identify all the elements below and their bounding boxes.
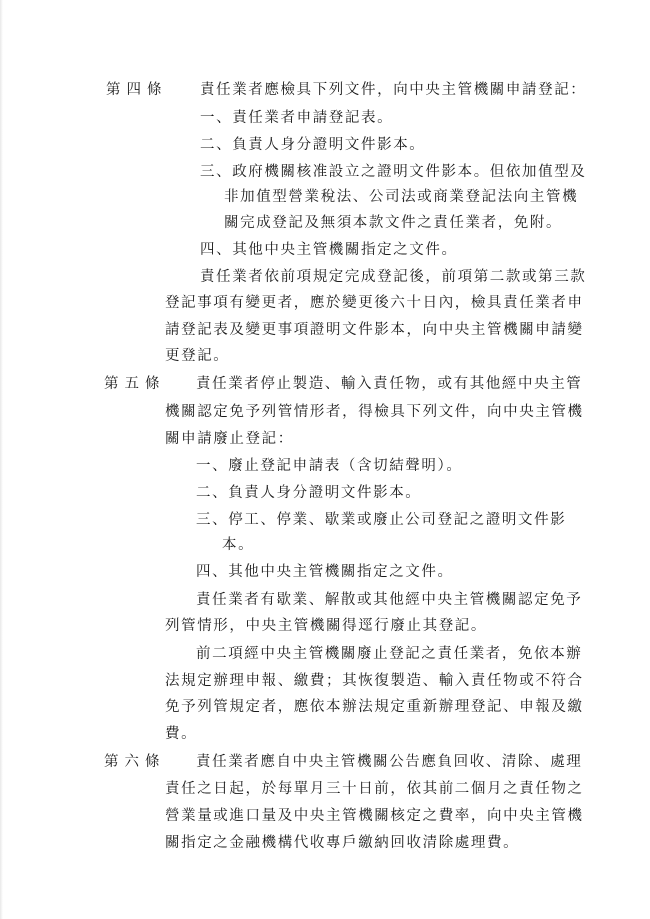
article-6-line-2: 責任之日起，於每單月三十日前，依其前二個月之責任物之 [165, 781, 584, 797]
article-5-line-10: 列管情形，中央主管機關得逕行廢止其登記。 [165, 618, 487, 634]
article-5-line-9: 責任業者有歇業、解散或其他經中央主管機關認定免予 [196, 592, 583, 608]
article-5-line-14: 費。 [165, 726, 198, 742]
article-5-line-1: 責任業者停止製造、輸入責任物，或有其他經中央主管 [196, 376, 583, 392]
article-4-line-7: 四、其他中央主管機關指定之文件。 [200, 242, 458, 258]
article-5-line-8: 四、其他中央主管機關指定之文件。 [196, 564, 454, 580]
article-4-line-11: 更登記。 [165, 348, 230, 364]
article-5-line-12: 法規定辦理申報、繳費；其恢復製造、輸入責任物或不符合 [165, 673, 584, 689]
article-4-line-8: 責任業者依前項規定完成登記後，前項第二款或第三款 [200, 269, 587, 285]
article-6-line-4: 關指定之金融機構代收專戶繳納回收清除處理費。 [165, 835, 520, 851]
article-6-line-1: 責任業者應自中央主管機關公告應負回收、清除、處理 [196, 754, 583, 770]
article-4-line-2: 一、責任業者申請登記表。 [200, 110, 394, 126]
article-5-line-13: 免予列管規定者，應依本辦法規定重新辦理登記、申報及繳 [165, 699, 584, 715]
article-5-line-2: 機關認定免予列管情形者，得檢具下列文件，向中央主管機 [165, 404, 584, 420]
article-6-line-3: 營業量或進口量及中央主管機關核定之費率，向中央主管機 [165, 808, 584, 824]
article-5-line-4: 一、廢止登記申請表（含切結聲明）。 [196, 458, 463, 474]
article-4-line-10: 請登記表及變更事項證明文件影本，向中央主管機關申請變 [165, 322, 584, 338]
article-5-line-5: 二、負責人身分證明文件影本。 [196, 485, 422, 501]
article-4-line-3: 二、負責人身分證明文件影本。 [200, 137, 426, 153]
article-4-label: 第四條 [106, 82, 168, 98]
scan-edge [0, 0, 3, 919]
article-4-line-9: 登記事項有變更者，應於變更後六十日內，檢具責任業者申 [165, 295, 584, 311]
article-4-line-1: 責任業者應檢具下列文件，向中央主管機關申請登記： [200, 82, 587, 98]
article-4-line-5: 非加值型營業稅法、公司法或商業登記法向主管機 [224, 189, 579, 205]
article-5-line-11: 前二項經中央主管機關廢止登記之責任業者，免依本辦 [196, 646, 583, 662]
article-5-line-7: 本。 [222, 537, 255, 553]
article-5-label: 第五條 [104, 376, 166, 392]
article-5-line-3: 關申請廢止登記： [165, 431, 294, 447]
article-4-line-6: 關完成登記及無須本款文件之責任業者，免附。 [224, 215, 563, 231]
article-4-line-4: 三、政府機關核准設立之證明文件影本。但依加值型及 [200, 164, 587, 180]
article-5-line-6: 三、停工、停業、歇業或廢止公司登記之證明文件影 [196, 512, 567, 528]
article-6-label: 第六條 [104, 754, 166, 770]
